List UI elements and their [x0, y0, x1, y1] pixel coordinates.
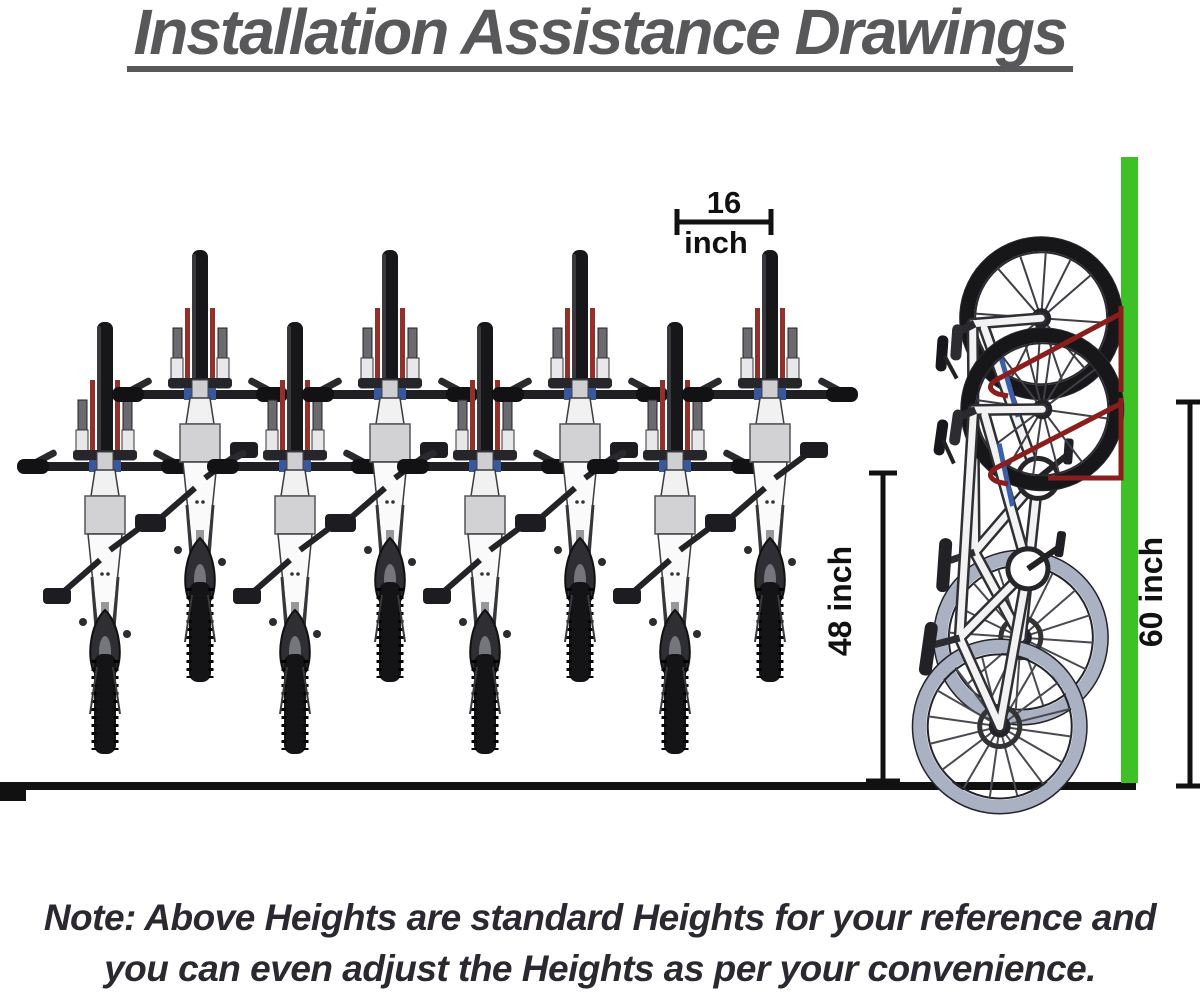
wall-height-label: 60 inch [1133, 536, 1169, 648]
rack-height-dimension [866, 473, 900, 783]
note-text [0, 892, 1200, 994]
page-title-text: Installation Assistance Drawings [127, 0, 1072, 72]
wall-height-dimension [1176, 402, 1200, 786]
wall-bar [1121, 157, 1138, 783]
front-bike-1 [17, 322, 193, 754]
spacing-dimension-value: 16 [706, 185, 742, 220]
note-line-1: Note: Above Heights are standard Heights for your reference and [43, 897, 1157, 938]
front-bike-3 [207, 322, 383, 754]
front-bike-7 [587, 322, 763, 754]
note-line-2: you can even adjust the Heights as per your convenience. [104, 948, 1096, 989]
front-bike-5 [397, 322, 573, 754]
front-bike-row [17, 250, 858, 754]
rack-height-label: 48 inch [822, 545, 858, 657]
spacing-dimension-unit: inch [684, 225, 748, 260]
